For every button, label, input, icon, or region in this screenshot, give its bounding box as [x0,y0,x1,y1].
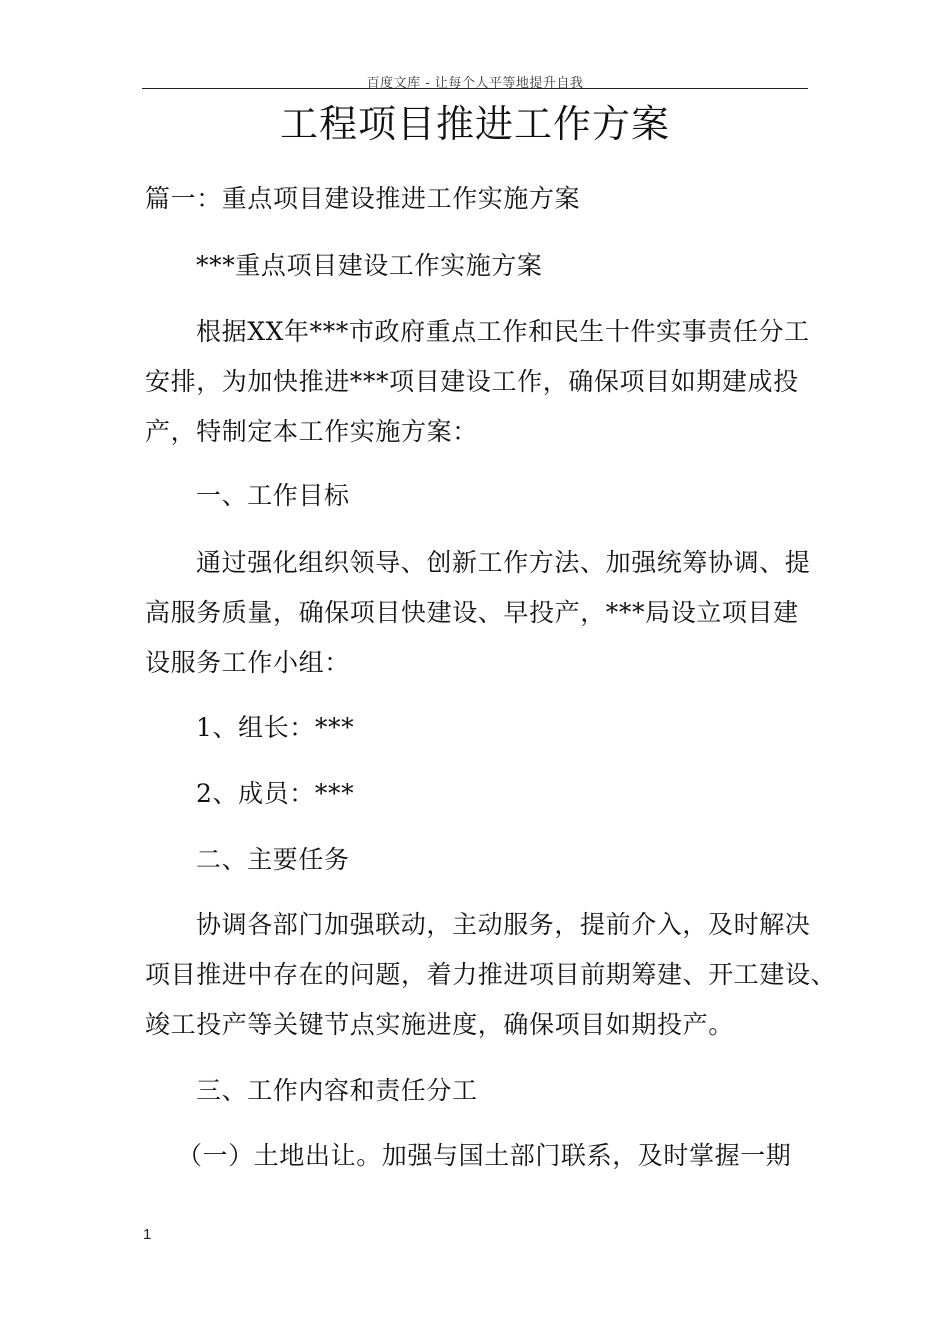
paragraph-line: 设服务工作小组： [145,648,350,677]
paragraph-line: 项目推进中存在的问题，着力推进项目前期筹建、开工建设、 [145,960,837,989]
heading-line: 一、工作目标 [196,481,350,510]
document-title: 工程项目推进工作方案 [279,102,670,146]
list-item-line: 2、成员：*** [196,779,355,808]
paragraph-line: 通过强化组织领导、创新工作方法、加强统筹协调、提 [196,548,811,577]
paragraph-line: 协调各部门加强联动，主动服务，提前介入，及时解决 [196,910,811,939]
paragraph-line: 安排，为加快推进***项目建设工作，确保项目如期建成投 [145,367,799,396]
heading-line: 三、工作内容和责任分工 [196,1076,478,1105]
heading-line: 二、主要任务 [196,845,350,874]
subtitle-line: ***重点项目建设工作实施方案 [196,251,543,280]
section-heading-line: 篇一：重点项目建设推进工作实施方案 [145,184,581,213]
header-text: 百度文库 - 让每个人平等地提升自我 [366,76,584,91]
paragraph-line: 根据XX年***市政府重点工作和民生十件实事责任分工 [196,317,810,346]
paragraph-line: （一）土地出让。加强与国土部门联系，及时掌握一期 [177,1141,792,1170]
header-divider [142,88,808,89]
page-number: 1 [143,1226,152,1243]
paragraph-line: 竣工投产等关键节点实施进度，确保项目如期投产。 [145,1010,734,1039]
paragraph-line: 产，特制定本工作实施方案： [145,417,478,446]
list-item-line: 1、组长：*** [196,713,355,742]
paragraph-line: 高服务质量，确保项目快建设、早投产，***局设立项目建 [145,598,799,627]
